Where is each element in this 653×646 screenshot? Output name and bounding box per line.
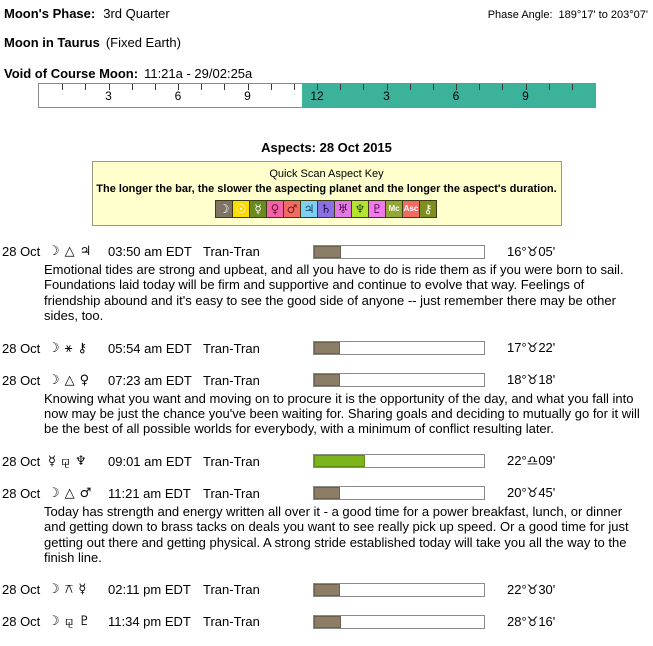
- aspect-description: Emotional tides are strong and upbeat, and all you have to do is ride them as if you were born to sail. Foundations laid today will be firm and supportive and continue to evolve that way. Feelings of friendship abound and it's easy to see the good side of anyone -- just remember there may be other sides, too.: [44, 262, 624, 324]
- saturn-icon-glyph: ♄: [320, 202, 332, 216]
- aspect-degree: [507, 340, 555, 356]
- voc-ruler: [38, 83, 596, 108]
- mercury-icon: ☿: [78, 582, 87, 598]
- aspect-degree: [507, 485, 555, 501]
- duration-bar-fill: [314, 616, 341, 628]
- hour-tick: [294, 84, 295, 90]
- duration-bar-fill: [314, 455, 365, 467]
- aspect-time: 11:34 pm EDT: [108, 614, 191, 630]
- aspect-row: [2, 582, 653, 597]
- uranus-icon-glyph: ♅: [337, 202, 349, 216]
- minute-value: 18': [538, 372, 556, 388]
- aspect-type: Tran-Tran: [203, 372, 260, 388]
- aspect-date: 28 Oct: [2, 372, 41, 388]
- mercury-icon: ☿: [48, 453, 56, 469]
- hour-tick: [62, 84, 63, 90]
- moon-sign-text: [4, 35, 181, 50]
- taurus-icon: ♉: [526, 582, 539, 598]
- trine-icon: △: [64, 372, 75, 388]
- chiron-icon: ⚷: [77, 340, 87, 356]
- libra-icon: ♎: [526, 454, 539, 470]
- voc-active-region: [302, 84, 595, 107]
- aspect-glyphs: [48, 244, 108, 259]
- aspect-type: Tran-Tran: [203, 340, 260, 356]
- hour-label: 12: [310, 89, 324, 103]
- duration-bar: [313, 373, 485, 387]
- aspect-entry: [2, 244, 653, 324]
- aspect-degree: [507, 582, 555, 598]
- hour-tick: [410, 84, 411, 90]
- chiron-icon-glyph: ⚷: [423, 202, 433, 216]
- aspect-date: 28 Oct: [2, 244, 41, 259]
- minute-value: 30': [538, 581, 556, 597]
- mercury-icon-glyph: ☿: [254, 202, 262, 216]
- taurus-icon: ♉: [526, 341, 539, 357]
- moon-icon: [215, 200, 233, 218]
- moon-icon: ☽: [48, 485, 60, 501]
- jupiter-icon: [300, 200, 318, 218]
- aspect-degree: [507, 453, 555, 469]
- aspect-entry: [2, 614, 653, 629]
- sun-icon: [232, 200, 250, 218]
- duration-bar-fill: [314, 374, 340, 386]
- hour-tick: [340, 84, 341, 90]
- duration-bar: [313, 341, 485, 355]
- duration-bar-fill: [314, 342, 340, 354]
- moon-sign-line: [0, 35, 653, 50]
- aspect-entry: [2, 341, 653, 356]
- aspect-glyphs: [48, 341, 108, 356]
- midheaven-icon-glyph: Mc: [388, 204, 400, 213]
- mars-icon-glyph: ♂: [286, 202, 298, 216]
- duration-bar: [313, 486, 485, 500]
- trine-icon: △: [64, 244, 75, 259]
- aspect-row: [2, 454, 653, 469]
- neptune-icon: ♆: [74, 453, 87, 469]
- pluto-icon: [368, 200, 386, 218]
- minute-value: 05': [538, 243, 556, 259]
- hour-tick: [363, 84, 364, 90]
- sesquiquadrate-icon: ⚼: [60, 453, 70, 469]
- aspect-entry: [2, 486, 653, 566]
- duration-bar-fill: [314, 487, 340, 499]
- aspects-title: Aspects: 28 Oct 2015: [261, 140, 392, 155]
- hour-tick: [224, 84, 225, 90]
- moon-sign-element: (Fixed Earth): [105, 35, 181, 50]
- taurus-icon: ♉: [526, 244, 539, 260]
- aspect-time: 05:54 am EDT: [108, 340, 192, 356]
- aspect-entry: [2, 582, 653, 597]
- moon-phase-value: 3rd Quarter: [103, 6, 170, 21]
- moon-phase-label: Moon's Phase:: [4, 6, 96, 21]
- mars-icon: ♂: [79, 485, 92, 501]
- aspect-entry: [2, 373, 653, 437]
- degree-value: 28°: [507, 613, 527, 629]
- mars-icon: [283, 200, 301, 218]
- planet-key-tiles: [93, 200, 561, 218]
- aspect-time: 11:21 am EDT: [108, 485, 191, 501]
- aspect-time: 02:11 pm EDT: [108, 582, 191, 598]
- aspect-list: [0, 244, 653, 629]
- hour-tick: [549, 84, 550, 90]
- trine-icon: △: [64, 485, 75, 501]
- venus-icon: ♀: [79, 372, 90, 388]
- uranus-icon: [334, 200, 352, 218]
- void-of-course-line: [0, 66, 653, 81]
- aspect-degree: [507, 372, 555, 388]
- mercury-icon: [249, 200, 267, 218]
- ascendant-icon-glyph: Asc: [403, 204, 419, 213]
- ascendant-icon: [402, 200, 420, 218]
- moon-icon-glyph: ☽: [218, 202, 230, 216]
- aspect-glyphs: [48, 614, 108, 629]
- aspect-time: 03:50 am EDT: [108, 244, 192, 259]
- duration-bar-fill: [314, 584, 340, 596]
- quincunx-icon: ⚻: [64, 582, 74, 598]
- aspect-type: Tran-Tran: [203, 244, 260, 259]
- aspect-type: Tran-Tran: [203, 453, 260, 469]
- aspect-time: 09:01 am EDT: [108, 453, 192, 469]
- phase-angle-label: Phase Angle:: [487, 9, 553, 21]
- void-of-course-label: Void of Course Moon:: [4, 66, 139, 81]
- aspect-row: [2, 373, 653, 388]
- moon-phase-text: [4, 6, 170, 21]
- aspect-row: [2, 486, 653, 501]
- aspect-type: Tran-Tran: [203, 582, 260, 598]
- quick-scan-aspect-key: [92, 161, 562, 226]
- chiron-icon: [419, 200, 437, 218]
- aspect-date: 28 Oct: [2, 453, 41, 469]
- sextile-icon: ⚹: [64, 340, 73, 356]
- hour-tick: [433, 84, 434, 90]
- hour-label: 6: [174, 89, 182, 103]
- hour-tick: [502, 84, 503, 90]
- aspect-glyphs: [48, 373, 108, 388]
- venus-icon: [266, 200, 284, 218]
- aspect-degree: [507, 614, 555, 630]
- hour-tick: [85, 84, 86, 90]
- aspect-entry: [2, 454, 653, 469]
- phase-angle-value: 189°17' to 203°07': [558, 9, 648, 21]
- neptune-icon-glyph: ♆: [354, 202, 366, 216]
- midheaven-icon: [385, 200, 403, 218]
- moon-icon: ☽: [48, 244, 60, 259]
- pluto-icon: ♇: [78, 614, 91, 630]
- phase-angle-text: [488, 9, 648, 21]
- hour-tick: [271, 84, 272, 90]
- moon-phase-line: [0, 6, 653, 21]
- saturn-icon: [317, 200, 335, 218]
- pluto-icon-glyph: ♇: [371, 202, 383, 216]
- hour-label: 9: [244, 89, 251, 103]
- moon-icon: ☽: [48, 372, 60, 388]
- aspect-date: 28 Oct: [2, 340, 41, 356]
- duration-bar: [313, 454, 485, 468]
- aspect-date: 28 Oct: [2, 582, 41, 598]
- minute-value: 16': [538, 613, 556, 629]
- duration-bar: [313, 245, 485, 259]
- aspect-row: [2, 614, 653, 629]
- degree-value: 22°: [507, 453, 527, 469]
- moon-icon: ☽: [48, 582, 60, 598]
- taurus-icon: ♉: [526, 373, 539, 389]
- degree-value: 17°: [507, 340, 527, 356]
- aspect-degree: [507, 244, 555, 260]
- moon-icon: ☽: [48, 614, 60, 630]
- degree-value: 20°: [507, 485, 527, 501]
- degree-value: 16°: [507, 243, 527, 259]
- hour-tick: [572, 84, 573, 90]
- void-of-course-text: [4, 66, 252, 81]
- aspect-glyphs: [48, 486, 108, 501]
- aspect-type: Tran-Tran: [203, 614, 260, 630]
- aspect-description: Today has strength and energy written all over it - a good time for a power breakfast, lunch, or dinner and getting down to brass tacks on deals you want to see really pick up speed. Or a good time for just getting out there and getting physical. A strong stride established today will take you all the way to the finish line.: [44, 503, 629, 566]
- moon-icon: ☽: [48, 340, 60, 356]
- minute-value: 45': [538, 485, 556, 501]
- aspect-key-subtitle: The longer the bar, the slower the aspecting planet and the longer the aspect's duration.: [96, 183, 557, 195]
- aspect-glyphs: [48, 454, 108, 469]
- duration-bar-fill: [314, 246, 341, 258]
- sesquiquadrate-icon: ⚼: [64, 614, 74, 630]
- hour-tick: [201, 84, 202, 90]
- degree-value: 22°: [507, 581, 527, 597]
- sun-icon-glyph: ☉: [235, 202, 247, 216]
- jupiter-icon-glyph: ♃: [303, 202, 315, 216]
- aspect-time: 07:23 am EDT: [108, 372, 192, 388]
- hour-label: 3: [105, 89, 112, 103]
- duration-bar: [313, 615, 485, 629]
- hour-tick: [155, 84, 156, 90]
- hour-tick: [479, 84, 480, 90]
- minute-value: 22': [538, 340, 556, 356]
- minute-value: 09': [538, 453, 556, 469]
- moon-sign-label: Moon in Taurus: [4, 35, 100, 50]
- aspect-date: 28 Oct: [2, 614, 41, 630]
- aspect-row: [2, 341, 653, 356]
- taurus-icon: ♉: [526, 614, 539, 630]
- jupiter-icon: ♃: [79, 244, 92, 259]
- taurus-icon: ♉: [526, 486, 539, 502]
- neptune-icon: [351, 200, 369, 218]
- aspect-row: [2, 244, 653, 259]
- hour-tick: [132, 84, 133, 90]
- aspect-description: Knowing what you want and moving on to procure it is the opportunity of the day, and what you fall into now may be just the chance you've been waiting for. Sharing goals and deciding to mutually go for it will be the best of all possible worlds for everybody, with a minimum of conflict resulting later.: [44, 390, 640, 437]
- aspect-key-title: Quick Scan Aspect Key: [269, 168, 384, 180]
- duration-bar: [313, 583, 485, 597]
- hour-label: 6: [452, 89, 460, 103]
- aspect-glyphs: [48, 582, 108, 597]
- venus-icon-glyph: ♀: [270, 202, 280, 216]
- hour-label: 9: [522, 89, 529, 103]
- degree-value: 18°: [507, 372, 527, 388]
- aspect-date: 28 Oct: [2, 485, 41, 501]
- hour-label: 3: [383, 89, 390, 103]
- aspect-type: Tran-Tran: [203, 485, 260, 501]
- void-of-course-value: 11:21a - 29/02:25a: [144, 66, 253, 81]
